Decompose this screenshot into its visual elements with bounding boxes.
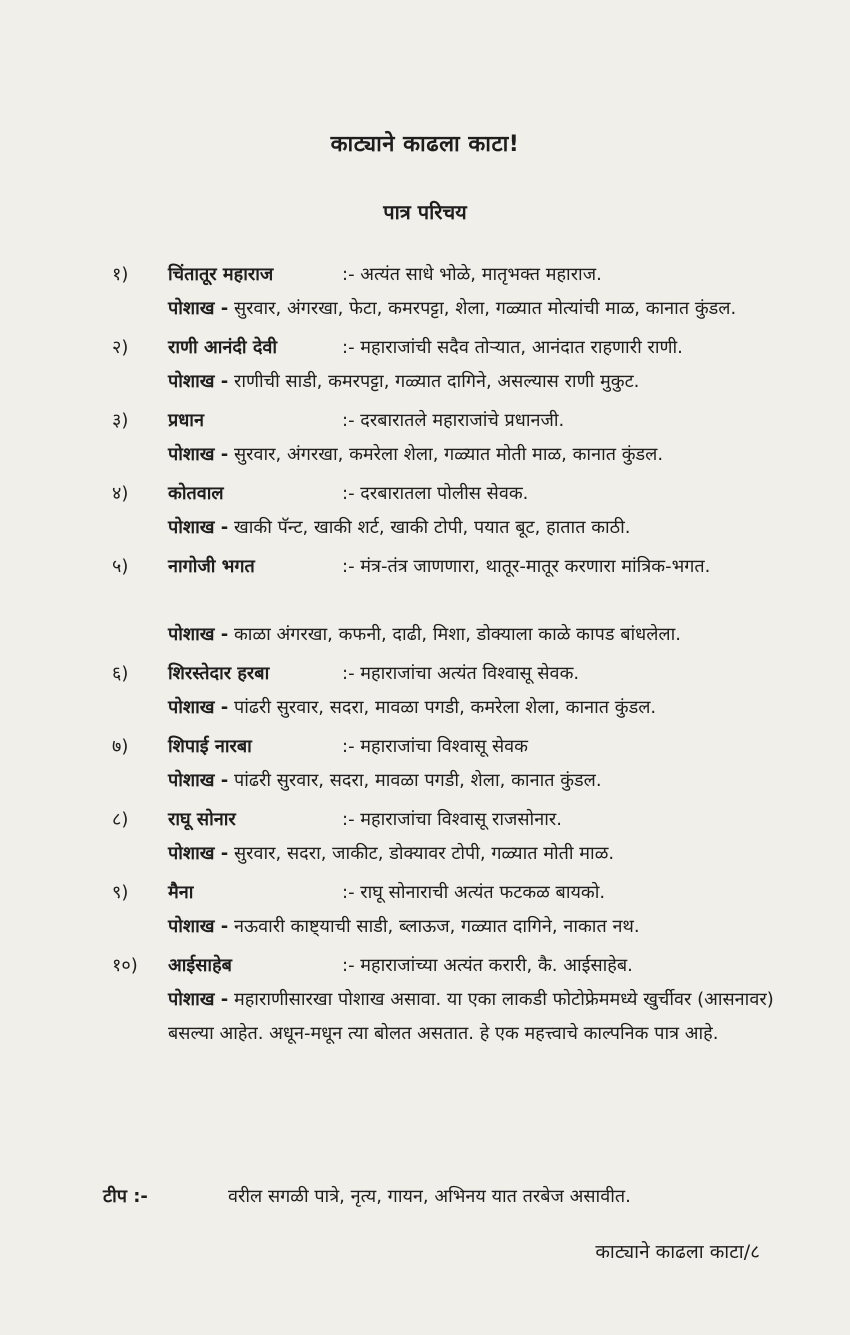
entry-number: ५): [112, 556, 129, 577]
character-description: :- महाराजांच्या अत्यंत करारी, कै. आईसाहेब.: [342, 955, 633, 976]
note-label: टीप :-: [103, 1186, 148, 1207]
character-entry: [112, 876, 782, 944]
costume-label: पोशाख -: [168, 444, 229, 465]
character-entry: [112, 550, 782, 652]
character-entry: [112, 477, 782, 545]
character-description: :- दरबारातला पोलीस सेवक.: [342, 483, 529, 504]
page-footer: काट्याने काढला काटा/८: [595, 1241, 760, 1263]
entry-number: १): [112, 264, 129, 285]
character-entry: [112, 404, 782, 472]
character-name: राणी आनंदी देवी: [168, 337, 278, 358]
character-description: :- महाराजांचा विश्वासू सेवक: [342, 736, 528, 757]
costume-text: काळा अंगरखा, कफनी, दाढी, मिशा, डोक्याला काळे कापड बांधलेला.: [233, 624, 681, 645]
character-name: प्रधान: [168, 410, 204, 431]
character-name: आईसाहेब: [168, 955, 232, 976]
section-title: पात्र परिचय: [383, 200, 467, 224]
character-entry: [112, 258, 782, 326]
costume-text: नऊवारी काष्ट्याची साडी, ब्लाऊज, गळ्यात दागिने, नाकात नथ.: [233, 916, 640, 937]
entry-number: ३): [112, 410, 129, 431]
character-description: :- महाराजांची सदैव तोऱ्यात, आनंदात राहणारी राणी.: [342, 337, 683, 358]
costume-line: [112, 983, 782, 1051]
costume-text: सुरवार, सदरा, जाकीट, डोक्यावर टोपी, गळ्यात मोती माळ.: [233, 843, 615, 864]
character-entry: [112, 949, 782, 1051]
character-description: :- महाराजांचा अत्यंत विश्वासू सेवक.: [342, 663, 580, 684]
entry-number: २): [112, 337, 129, 358]
costume-text: राणीची साडी, कमरपट्टा, गळ्यात दागिने, असल्यास राणी मुकुट.: [233, 371, 640, 392]
costume-text: खाकी पॅन्ट, खाकी शर्ट, खाकी टोपी, पयात बूट, हातात काठी.: [233, 517, 631, 538]
entry-number: ९): [112, 882, 129, 903]
entry-number: ६): [112, 663, 129, 684]
costume-text: पांढरी सुरवार, सदरा, मावळा पगडी, शेला, कानात कुंडल.: [233, 770, 602, 791]
costume-text: महाराणीसारखा पोशाख असावा. या एका लाकडी फोटोफ्रेममध्ये खुर्चीवर (आसनावर) बसल्या आहेत. अधून-मधून त्या बोलत असतात. हे एक महत्त्वाचे काल्पनिक पात्र आहे.: [168, 989, 774, 1044]
costume-label: पोशाख -: [168, 624, 229, 645]
costume-label: पोशाख -: [168, 770, 229, 791]
costume-label: पोशाख -: [168, 697, 229, 718]
costume-line: [112, 511, 782, 545]
costume-line: [112, 910, 782, 944]
costume-text: सुरवार, अंगरखा, फेटा, कमरपट्टा, शेला, गळ्यात मोत्यांची माळ, कानात कुंडल.: [233, 298, 737, 319]
costume-line: [112, 764, 782, 798]
character-list: [112, 258, 782, 1056]
character-description: :- महाराजांचा विश्वासू राजसोनार.: [342, 809, 562, 830]
costume-label: पोशाख -: [168, 371, 229, 392]
costume-label: पोशाख -: [168, 298, 229, 319]
character-name: शिपाई नारबा: [168, 736, 252, 757]
note: [103, 1180, 793, 1214]
costume-label: पोशाख -: [168, 843, 229, 864]
costume-label: पोशाख -: [168, 916, 229, 937]
character-description: :- मंत्र-तंत्र जाणणारा, थातूर-मातूर करणारा मांत्रिक-भगत.: [342, 556, 711, 577]
character-name: कोतवाल: [168, 483, 224, 504]
character-name: राघू सोनार: [168, 809, 236, 830]
character-entry: [112, 657, 782, 725]
note-text: वरील सगळी पात्रे, नृत्य, गायन, अभिनय यात तरबेज असावीत.: [228, 1186, 631, 1207]
character-entry: [112, 730, 782, 798]
costume-line: [112, 618, 782, 652]
entry-number: ८): [112, 809, 129, 830]
costume-label: पोशाख -: [168, 517, 229, 538]
character-description: :- दरबारातले महाराजांचे प्रधानजी.: [342, 410, 565, 431]
costume-line: [112, 292, 782, 326]
character-name: शिरस्तेदार हरबा: [168, 663, 270, 684]
character-name: नागोजी भगत: [168, 556, 255, 577]
costume-label: पोशाख -: [168, 989, 229, 1010]
entry-number: १०): [112, 955, 138, 976]
costume-line: [112, 365, 782, 399]
character-description: :- राघू सोनाराची अत्यंत फटकळ बायको.: [342, 882, 606, 903]
page-title: काट्याने काढला काटा!: [330, 132, 520, 157]
costume-text: सुरवार, अंगरखा, कमरेला शेला, गळ्यात मोती माळ, कानात कुंडल.: [233, 444, 664, 465]
entry-number: ४): [112, 483, 129, 504]
costume-line: [112, 691, 782, 725]
character-name: मैना: [168, 882, 194, 903]
entry-number: ७): [112, 736, 129, 757]
character-entry: [112, 331, 782, 399]
character-description: :- अत्यंत साधे भोळे, मातृभक्त महाराज.: [342, 264, 602, 285]
costume-line: [112, 438, 782, 472]
costume-text: पांढरी सुरवार, सदरा, मावळा पगडी, कमरेला शेला, कानात कुंडल.: [233, 697, 657, 718]
character-name: चिंतातूर महाराज: [168, 264, 274, 285]
costume-line: [112, 837, 782, 871]
character-entry: [112, 803, 782, 871]
